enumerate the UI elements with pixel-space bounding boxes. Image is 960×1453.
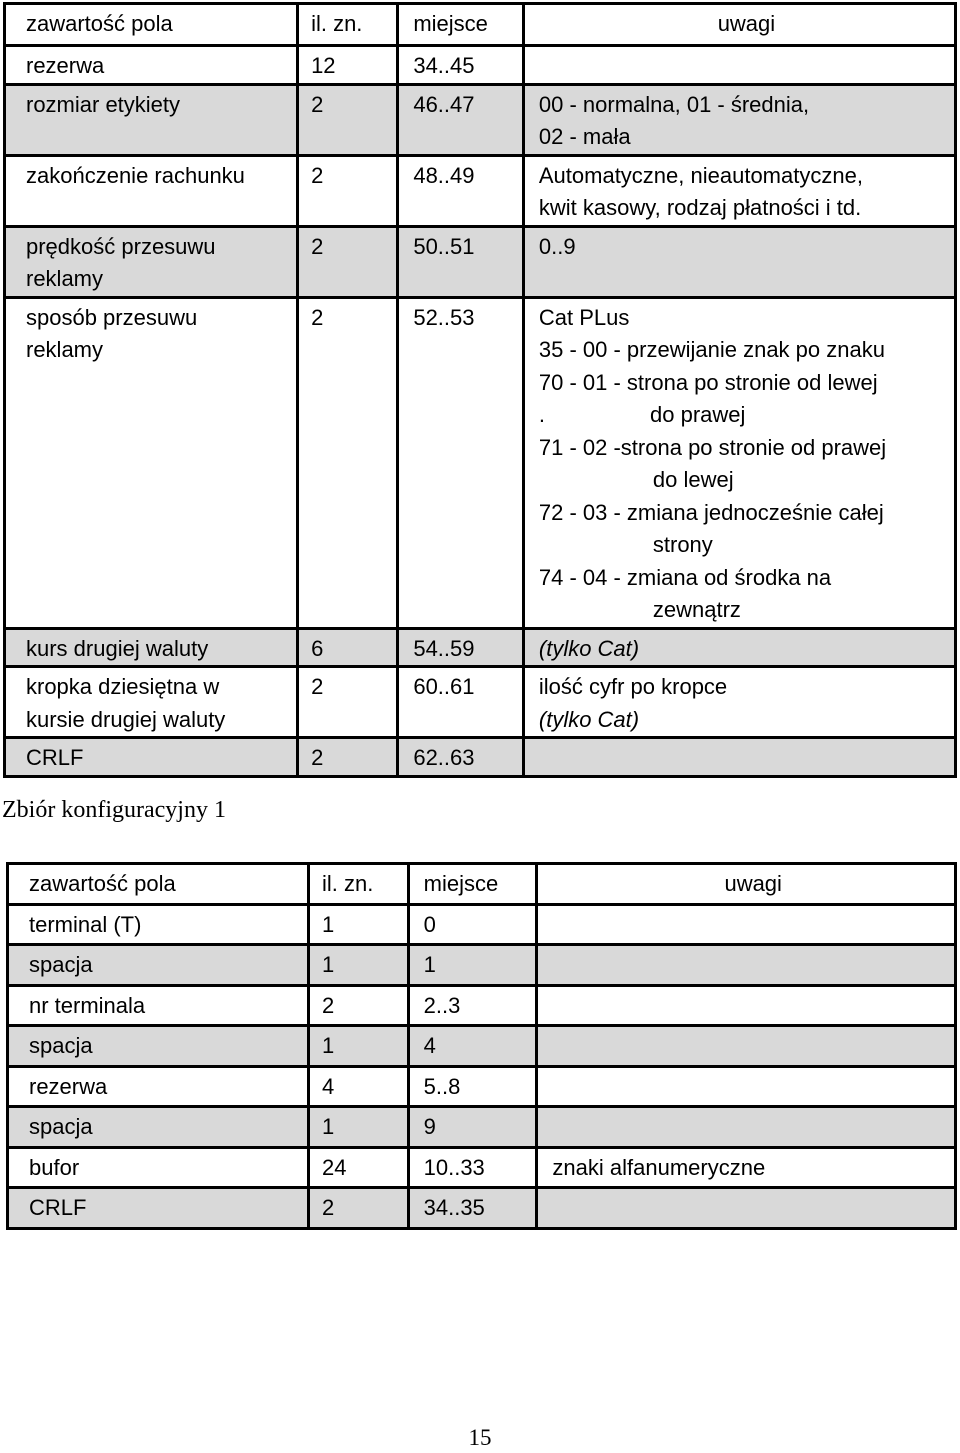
table-row: [5, 46, 956, 85]
char-count: 2: [298, 667, 398, 738]
char-count: 2: [298, 738, 398, 777]
table-row: [5, 667, 956, 738]
remarks: [523, 155, 955, 226]
remarks-line: ilość cyfr po kropce: [538, 674, 728, 699]
remarks: [537, 1026, 956, 1067]
remarks-line: 02 - mała: [538, 124, 631, 149]
position: 46..47: [398, 84, 524, 155]
field-content: zakończenie rachunku: [5, 155, 298, 226]
field-content: kurs drugiej waluty: [5, 628, 298, 667]
remarks: [537, 945, 956, 986]
table-row: [8, 1026, 956, 1067]
remarks-line: 71 - 02 -strona po stronie od prawej: [538, 434, 887, 460]
remarks: [523, 738, 955, 777]
table-row: [5, 297, 956, 628]
field-content: rezerwa: [5, 46, 298, 85]
table-row: [5, 226, 956, 297]
position: 4: [408, 1026, 537, 1067]
remarks-line: Cat PLus: [538, 304, 630, 330]
position: 2..3: [408, 985, 537, 1026]
char-count: 2: [298, 84, 398, 155]
config-set-table: [6, 862, 957, 1230]
position: 60..61: [398, 667, 524, 738]
field-content: CRLF: [8, 1188, 309, 1229]
remarks: 0..9: [523, 226, 955, 297]
field-content: [5, 226, 298, 297]
table-row: [8, 1188, 956, 1229]
remarks-line: Automatyczne, nieautomatyczne,: [538, 162, 863, 188]
remarks: [537, 1066, 956, 1107]
table-row: [8, 1147, 956, 1188]
position: 62..63: [398, 738, 524, 777]
record-layout-table: [3, 2, 957, 778]
remarks-line: 72 - 03 - zmiana jednocześnie całej: [538, 499, 884, 525]
remarks: [523, 46, 955, 85]
remarks: [537, 985, 956, 1026]
header-char-count: il. zn.: [298, 4, 398, 46]
header-remarks: uwagi: [523, 4, 955, 46]
char-count: 24: [308, 1147, 408, 1188]
table-row: [8, 1066, 956, 1107]
header-position: miejsce: [398, 4, 524, 46]
position: 34..45: [398, 46, 524, 85]
header-field-content: zawartość pola: [8, 864, 309, 905]
char-count: 1: [308, 904, 408, 945]
header-position: miejsce: [408, 864, 537, 905]
field-content-line: prędkość przesuwu: [26, 233, 216, 259]
remarks-line: 35 - 00 - przewijanie znak po znaku: [538, 337, 885, 362]
char-count: 12: [298, 46, 398, 85]
char-count: 2: [298, 226, 398, 297]
remarks-line: do lewej: [652, 467, 734, 492]
char-count: 1: [308, 1107, 408, 1148]
char-count: 2: [298, 155, 398, 226]
header-char-count: il. zn.: [308, 864, 408, 905]
field-content-line: kropka dziesiętna w: [26, 674, 220, 699]
char-count: 2: [308, 985, 408, 1026]
table-row: [8, 904, 956, 945]
field-content-line: kursie drugiej waluty: [26, 706, 226, 732]
position: 1: [408, 945, 537, 986]
table-header-row: [8, 864, 956, 905]
remarks: (tylko Cat): [523, 628, 955, 667]
remarks: znaki alfanumeryczne: [537, 1147, 956, 1188]
table-row: [5, 155, 956, 226]
table-row: [8, 985, 956, 1026]
field-content-line: reklamy: [26, 337, 104, 362]
field-content: spacja: [8, 945, 309, 986]
char-count: 4: [308, 1066, 408, 1107]
position: 48..49: [398, 155, 524, 226]
field-content: spacja: [8, 1107, 309, 1148]
table-row: [8, 945, 956, 986]
char-count: 2: [298, 297, 398, 628]
remarks: [537, 1188, 956, 1229]
remarks-line: 74 - 04 - zmiana od środka na: [538, 564, 832, 590]
table-row: [5, 628, 956, 667]
remarks-continuation: do prawej: [650, 402, 746, 427]
field-content-line: sposób przesuwu: [26, 304, 198, 330]
field-content: spacja: [8, 1026, 309, 1067]
header-remarks: uwagi: [537, 864, 956, 905]
char-count: 6: [298, 628, 398, 667]
remarks: [523, 84, 955, 155]
field-content: [5, 667, 298, 738]
table-header-row: [5, 4, 956, 46]
remarks-line: kwit kasowy, rodzaj płatności i td.: [538, 195, 862, 220]
field-content: rozmiar etykiety: [5, 84, 298, 155]
remarks: [537, 1107, 956, 1148]
table-row: [5, 84, 956, 155]
position: 9: [408, 1107, 537, 1148]
char-count: 1: [308, 945, 408, 986]
remarks: [523, 297, 955, 628]
remarks-line: zewnątrz: [652, 597, 741, 622]
field-content: nr terminala: [8, 985, 309, 1026]
position: 52..53: [398, 297, 524, 628]
position: 0: [408, 904, 537, 945]
field-content: terminal (T): [8, 904, 309, 945]
position: 34..35: [408, 1188, 537, 1229]
field-content-line: reklamy: [26, 266, 104, 291]
char-count: 1: [308, 1026, 408, 1067]
remarks-line: 70 - 01 - strona po stronie od lewej: [538, 369, 878, 395]
field-content: bufor: [8, 1147, 309, 1188]
section-title: Zbiór konfiguracyjny 1: [2, 797, 226, 823]
remarks: [523, 667, 955, 738]
field-content: rezerwa: [8, 1066, 309, 1107]
table-row: [8, 1107, 956, 1148]
remarks-dot: .: [538, 402, 545, 427]
remarks-line: [539, 399, 954, 432]
table-row: [5, 738, 956, 777]
page-number: 15: [468, 1425, 492, 1450]
header-field-content: zawartość pola: [5, 4, 298, 46]
position: 50..51: [398, 226, 524, 297]
field-content: CRLF: [5, 738, 298, 777]
position: 10..33: [408, 1147, 537, 1188]
remarks: [537, 904, 956, 945]
remarks-line: (tylko Cat): [538, 706, 640, 732]
remarks-line: 00 - normalna, 01 - średnia,: [538, 91, 810, 117]
position: 54..59: [398, 628, 524, 667]
position: 5..8: [408, 1066, 537, 1107]
field-content: [5, 297, 298, 628]
char-count: 2: [308, 1188, 408, 1229]
remarks-line: strony: [652, 532, 713, 557]
